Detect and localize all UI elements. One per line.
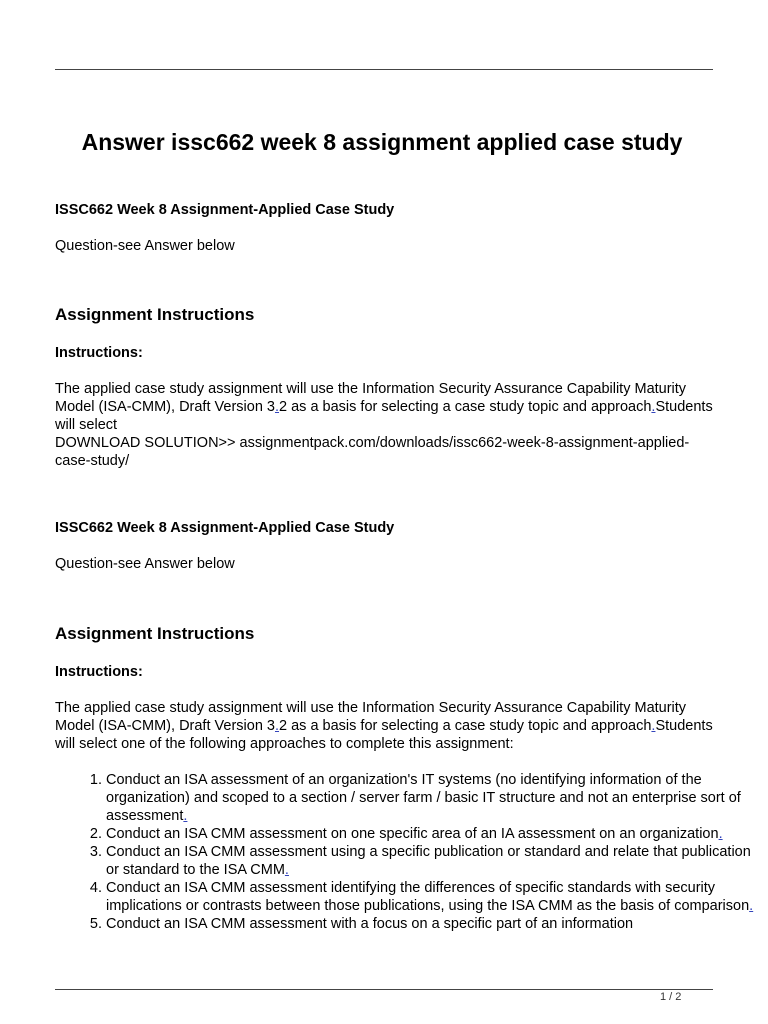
block2-heading: ISSC662 Week 8 Assignment-Applied Case Study — [55, 520, 395, 536]
list-item: 1. Conduct an ISA assessment of an organization's IT systems (no identifying information of the organization) and scoped to a section / server farm / basic IT structure and not an enterprise sort of assessment. — [106, 771, 766, 825]
list-item: 2. Conduct an ISA CMM assessment on one specific area of an IA assessment on an organization. — [106, 825, 766, 843]
block2-section-title: Assignment Instructions — [55, 624, 255, 643]
link-dot[interactable]: . — [749, 898, 754, 914]
list-item: 5. Conduct an ISA CMM assessment with a focus on a specific part of an information — [106, 915, 766, 933]
block1-para-b: 2 as a basis for selecting a case study topic and approach — [279, 399, 652, 415]
list-item: 3. Conduct an ISA CMM assessment using a specific publication or standard and relate that publication or standard to the ISA CMM. — [106, 843, 766, 879]
link-dot[interactable]: . — [284, 862, 289, 878]
link-dot[interactable]: . — [718, 826, 723, 842]
link-dot[interactable]: . — [651, 718, 656, 734]
block1-para-c: Students will select — [55, 399, 713, 433]
link-dot[interactable]: . — [274, 399, 280, 415]
link-dot[interactable]: . — [651, 399, 656, 415]
download-solution-link[interactable]: DOWNLOAD SOLUTION>> assignmentpack.com/downloads/issc662-week-8-assignment-applied-case-study/ — [55, 435, 690, 469]
block1-para-a: The applied case study assignment will use the Information Security Assurance Capability Maturity Model (ISA-CMM), Draft Version 3 — [55, 381, 687, 415]
document-title: Answer issc662 week 8 assignment applied case study — [81, 129, 683, 155]
block2-para-a: The applied case study assignment will use the Information Security Assurance Capability Maturity Model (ISA-CMM), Draft Version 3 — [55, 700, 687, 734]
block1-question: Question-see Answer below — [55, 238, 235, 254]
approaches-list — [55, 771, 766, 933]
top-rule — [55, 69, 713, 70]
page-number: 1 / 2 — [660, 991, 682, 1003]
bottom-rule — [55, 989, 713, 990]
block2-paragraph — [55, 699, 715, 753]
list-item: 4. Conduct an ISA CMM assessment identifying the differences of specific standards with security implications or contrasts between those publications, using the ISA CMM as the basis of comparison. — [106, 879, 766, 915]
block2-para-c: Students will select one of the following approaches to complete this assignment: — [55, 718, 713, 752]
block1-heading: ISSC662 Week 8 Assignment-Applied Case Study — [55, 202, 395, 218]
block2-instructions-label: Instructions: — [55, 664, 143, 680]
block1-section-title: Assignment Instructions — [55, 305, 255, 324]
block2-para-b: 2 as a basis for selecting a case study topic and approach — [279, 718, 652, 734]
link-dot[interactable]: . — [274, 718, 280, 734]
block1-paragraph — [55, 380, 715, 470]
link-dot[interactable]: . — [183, 808, 188, 824]
block1-instructions-label: Instructions: — [55, 345, 143, 361]
block2-question: Question-see Answer below — [55, 556, 235, 572]
